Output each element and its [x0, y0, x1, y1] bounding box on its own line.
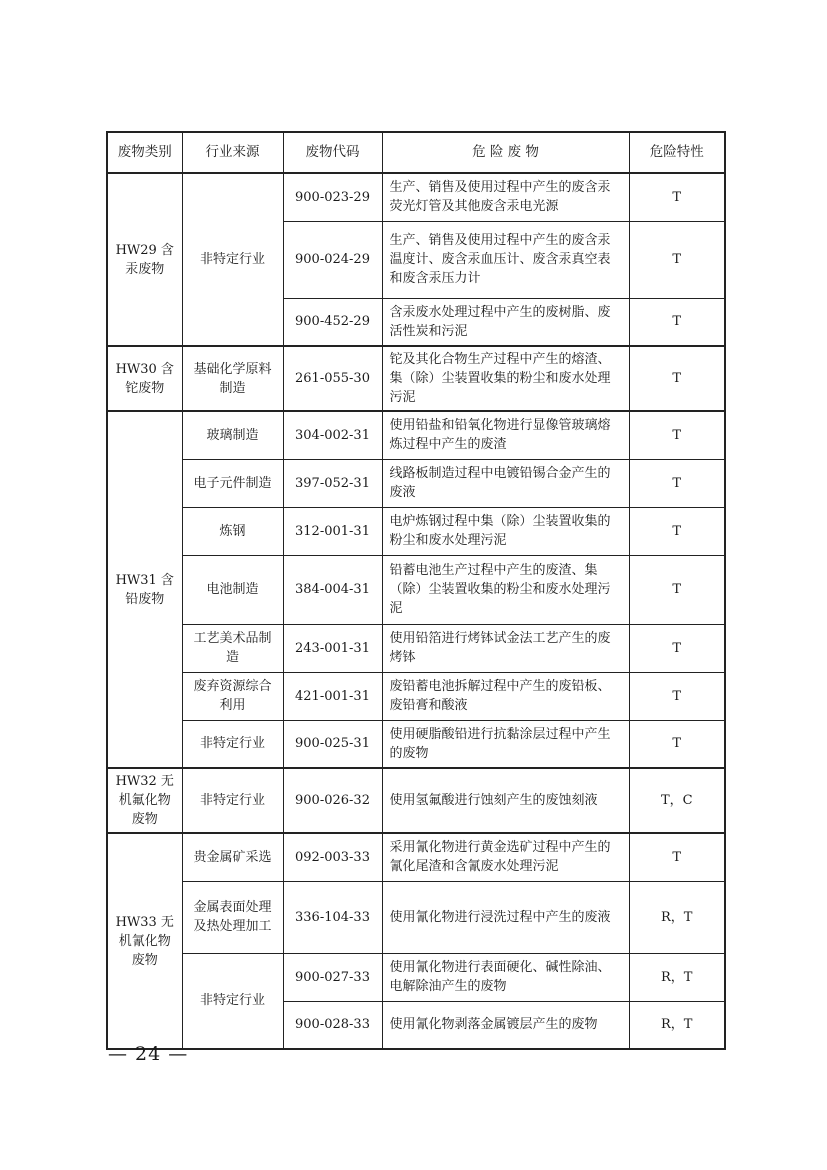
code-cell: 900-028-33 — [283, 1001, 382, 1049]
industry-cell: 废弃资源综合利用 — [182, 672, 283, 720]
industry-cell: 非特定行业 — [182, 768, 283, 833]
code-cell: 397-052-31 — [283, 459, 382, 507]
table-row — [107, 555, 725, 624]
description-cell: 电炉炼钢过程中集（除）尘装置收集的粉尘和废水处理污泥 — [382, 507, 629, 555]
table-row — [107, 624, 725, 672]
hazard-cell: T — [629, 672, 725, 720]
industry-cell: 电池制造 — [182, 555, 283, 624]
hazard-cell: T — [629, 298, 725, 346]
industry-cell: 玻璃制造 — [182, 411, 283, 459]
code-cell: 900-025-31 — [283, 720, 382, 768]
code-cell: 900-452-29 — [283, 298, 382, 346]
description-cell: 使用硬脂酸铅进行抗黏涂层过程中产生的废物 — [382, 720, 629, 768]
hazard-cell: T — [629, 411, 725, 459]
description-cell: 含汞废水处理过程中产生的废树脂、废活性炭和污泥 — [382, 298, 629, 346]
header-industry: 行业来源 — [182, 132, 283, 173]
category-cell: HW29 含汞废物 — [107, 173, 182, 346]
code-cell: 336-104-33 — [283, 881, 382, 953]
description-cell: 使用氢氟酸进行蚀刻产生的废蚀刻液 — [382, 768, 629, 833]
industry-cell: 金属表面处理及热处理加工 — [182, 881, 283, 953]
description-cell: 使用铅盐和铅氧化物进行显像管玻璃熔炼过程中产生的废渣 — [382, 411, 629, 459]
code-cell: 304-002-31 — [283, 411, 382, 459]
category-cell: HW33 无机氰化物废物 — [107, 833, 182, 1049]
industry-cell: 非特定行业 — [182, 173, 283, 346]
description-cell: 铊及其化合物生产过程中产生的熔渣、集（除）尘装置收集的粉尘和废水处理污泥 — [382, 346, 629, 411]
code-cell: 312-001-31 — [283, 507, 382, 555]
table-row — [107, 720, 725, 768]
header-category: 废物类别 — [107, 132, 182, 173]
code-cell: 092-003-33 — [283, 833, 382, 881]
header-hazard: 危险特性 — [629, 132, 725, 173]
description-cell: 采用氰化物进行黄金选矿过程中产生的氰化尾渣和含氰废水处理污泥 — [382, 833, 629, 881]
table-row — [107, 833, 725, 881]
code-cell: 900-027-33 — [283, 953, 382, 1001]
description-cell: 使用氰化物剥落金属镀层产生的废物 — [382, 1001, 629, 1049]
description-cell: 生产、销售及使用过程中产生的废含汞荧光灯管及其他废含汞电光源 — [382, 173, 629, 221]
industry-cell: 电子元件制造 — [182, 459, 283, 507]
table-row — [107, 507, 725, 555]
description-cell: 废铅蓄电池拆解过程中产生的废铅板、废铅膏和酸液 — [382, 672, 629, 720]
hazard-cell: T — [629, 221, 725, 298]
table-row — [107, 881, 725, 953]
hazard-cell: T — [629, 346, 725, 411]
table-row — [107, 768, 725, 833]
description-cell: 使用氰化物进行浸洗过程中产生的废液 — [382, 881, 629, 953]
description-cell: 使用铅箔进行烤钵试金法工艺产生的废烤钵 — [382, 624, 629, 672]
hazard-cell: T — [629, 720, 725, 768]
table-row — [107, 411, 725, 459]
code-cell: 900-023-29 — [283, 173, 382, 221]
code-cell: 900-024-29 — [283, 221, 382, 298]
hazard-cell: T — [629, 507, 725, 555]
code-cell: 900-026-32 — [283, 768, 382, 833]
description-cell: 生产、销售及使用过程中产生的废含汞温度计、废含汞血压计、废含汞真空表和废含汞压力计 — [382, 221, 629, 298]
code-cell: 421-001-31 — [283, 672, 382, 720]
table-row — [107, 346, 725, 411]
table-row — [107, 459, 725, 507]
hazard-cell: T — [629, 459, 725, 507]
hazard-cell: R，T — [629, 953, 725, 1001]
industry-cell: 炼钢 — [182, 507, 283, 555]
industry-cell: 非特定行业 — [182, 720, 283, 768]
hazard-cell: T — [629, 173, 725, 221]
industry-cell: 非特定行业 — [182, 953, 283, 1049]
industry-cell: 工艺美术品制造 — [182, 624, 283, 672]
industry-cell: 贵金属矿采选 — [182, 833, 283, 881]
hazard-cell: T — [629, 555, 725, 624]
table-row — [107, 672, 725, 720]
header-code: 废物代码 — [283, 132, 382, 173]
category-cell: HW31 含铅废物 — [107, 411, 182, 768]
hazard-cell: T — [629, 833, 725, 881]
hazard-cell: T，C — [629, 768, 725, 833]
code-cell: 261-055-30 — [283, 346, 382, 411]
table-row — [107, 953, 725, 1001]
description-cell: 铅蓄电池生产过程中产生的废渣、集（除）尘装置收集的粉尘和废水处理污泥 — [382, 555, 629, 624]
hazardous-waste-table — [106, 131, 726, 1050]
code-cell: 243-001-31 — [283, 624, 382, 672]
header-waste: 危 险 废 物 — [382, 132, 629, 173]
hazard-cell: R，T — [629, 1001, 725, 1049]
category-cell: HW32 无机氟化物废物 — [107, 768, 182, 833]
description-cell: 线路板制造过程中电镀铅锡合金产生的废液 — [382, 459, 629, 507]
description-cell: 使用氰化物进行表面硬化、碱性除油、电解除油产生的废物 — [382, 953, 629, 1001]
hazard-cell: R，T — [629, 881, 725, 953]
table-header-row — [107, 132, 725, 173]
industry-cell: 基础化学原料制造 — [182, 346, 283, 411]
code-cell: 384-004-31 — [283, 555, 382, 624]
hazard-cell: T — [629, 624, 725, 672]
category-cell: HW30 含铊废物 — [107, 346, 182, 411]
page-number: — 24 — — [108, 1043, 189, 1065]
table-row — [107, 173, 725, 221]
